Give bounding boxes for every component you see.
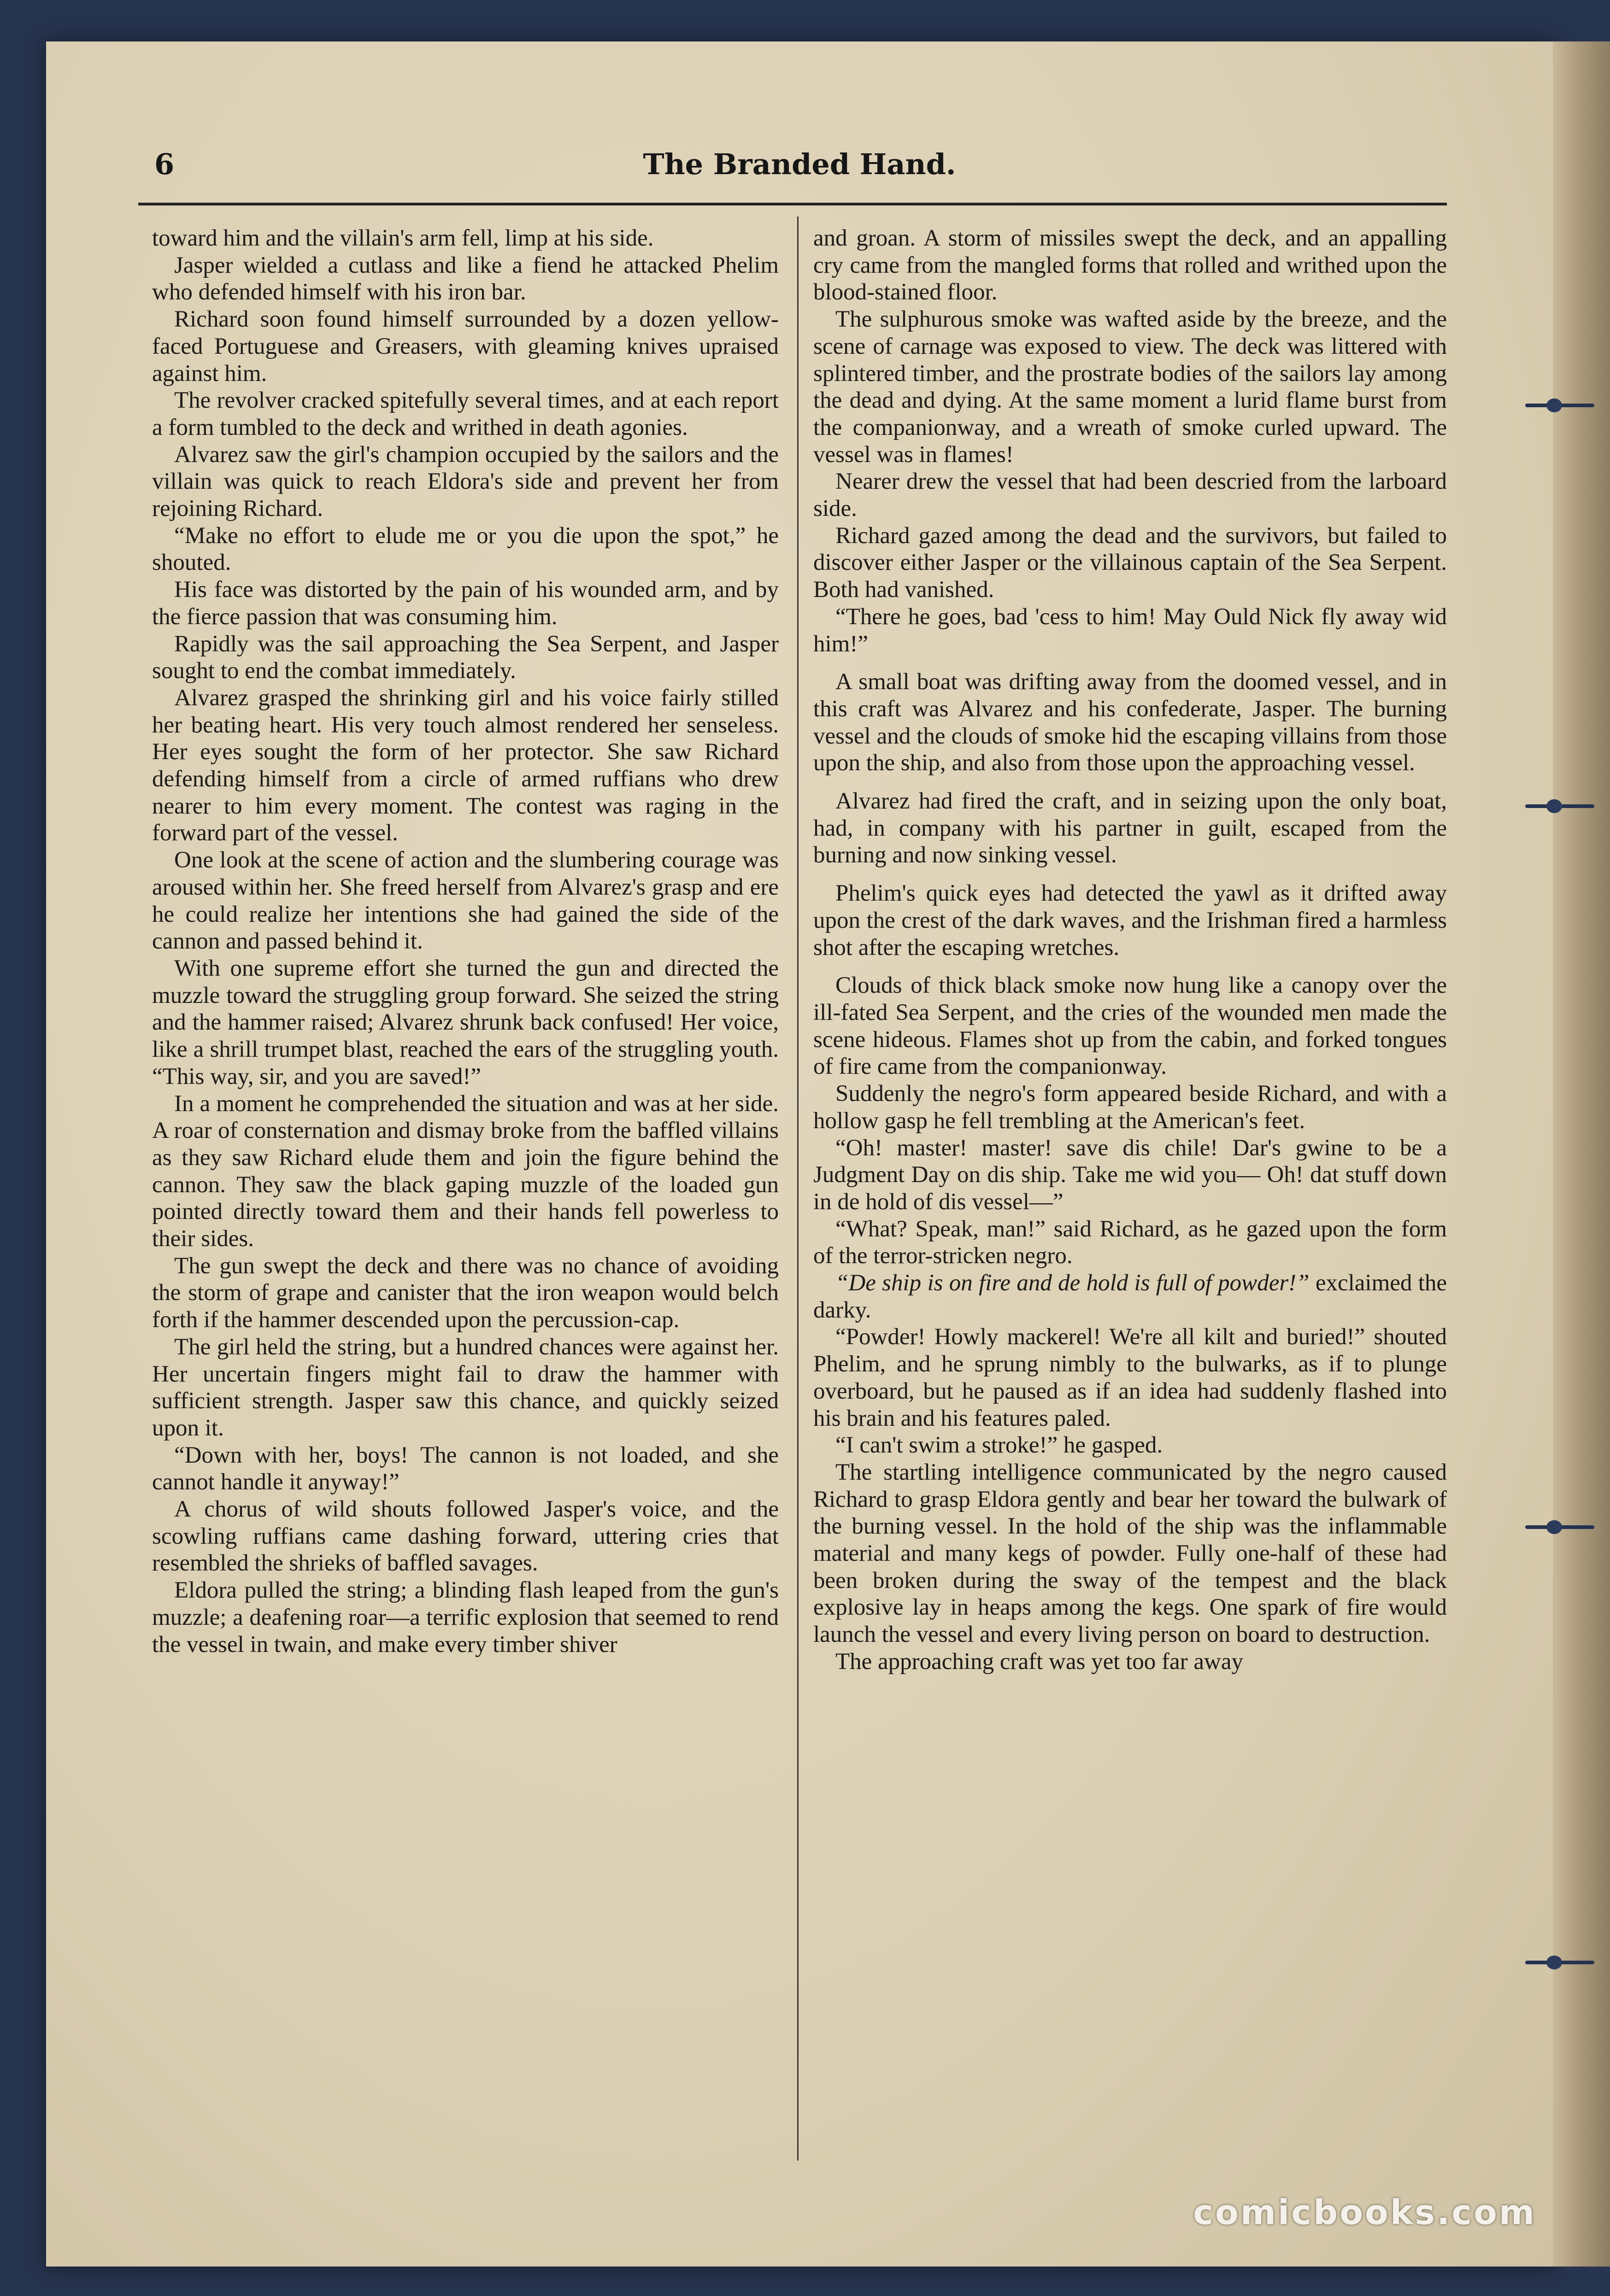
header-rule bbox=[138, 203, 1447, 205]
binding-stitch bbox=[1525, 1520, 1594, 1534]
paragraph: Phelim's quick eyes had detected the yawl as it drifted away upon the crest of the dark waves, and the Irishman fired a harmless shot after the escaping wretches. bbox=[813, 880, 1447, 961]
paragraph: “Powder! Howly mackerel! We're all kilt and buried!” shouted Phelim, and he sprung nimbly to the bulwarks, as if to plunge overboard, but he paused as if an idea had suddenly flashed into his brain and his features paled. bbox=[813, 1324, 1447, 1431]
binding-stitch bbox=[1525, 398, 1594, 412]
paragraph: Richard gazed among the dead and the survivors, but failed to discover either Jasper or the villainous captain of the Sea Serpent. Both had vanished. bbox=[813, 522, 1447, 603]
paragraph: In a moment he comprehended the situation and was at her side. A roar of consternation and dismay broke from the baffled villains as they saw Richard elude them and join the figure behind the cannon. They saw the black gaping muzzle of the loaded gun pointed directly toward them and their hands fell powerless to their sides. bbox=[152, 1090, 779, 1252]
running-title: The Branded Hand. bbox=[643, 147, 956, 181]
page-number: 6 bbox=[154, 147, 175, 181]
paragraph: “Oh! master! master! save dis chile! Dar's gwine to be a Judgment Day on dis ship. Take me wid you— Oh! dat stuff down in de hold of dis vessel—” bbox=[813, 1135, 1447, 1215]
paragraph: Suddenly the negro's form appeared beside Richard, and with a hollow gasp he fell trembling at the American's feet. bbox=[813, 1081, 1447, 1134]
watermark-text: comicbooks.com bbox=[1193, 2193, 1536, 2232]
binding-stitch bbox=[1525, 799, 1594, 813]
paragraph: and groan. A storm of missiles swept the deck, and an appalling cry came from the mangled forms that rolled and writhed upon the blood-stained floor. bbox=[813, 225, 1447, 305]
paragraph: With one supreme effort she turned the gun and directed the muzzle toward the struggling group forward. She seized the string and the hammer raised; Alvarez shrunk back confused! Her voice, like a shrill trumpet blast, reached the ears of the struggling youth. “This way, sir, and you are saved!” bbox=[152, 955, 779, 1089]
paragraph: Clouds of thick black smoke now hung like a canopy over the ill-fated Sea Serpent, and the cries of the wounded men made the scene hideous. Flames shot up from the cabin, and forked tongues of fire came from the companionway. bbox=[813, 972, 1447, 1080]
column-divider bbox=[797, 217, 799, 2161]
paragraph: “I can't swim a stroke!” he gasped. bbox=[835, 1432, 1163, 1458]
paragraph: Alvarez grasped the shrinking girl and his voice fairly stilled her beating heart. His very touch almost rendered her senseless. Her eyes sought the form of her protector. She saw Richard defending himself from a circle of armed ruffians who drew nearer to him every moment. The contest was raging in the forward part of the vessel. bbox=[152, 685, 779, 846]
paragraph: Richard soon found himself surrounded by a dozen yellow-faced Portuguese and Greasers, with gleaming knives upraised against him. bbox=[152, 306, 779, 387]
left-column bbox=[152, 225, 779, 1658]
paragraph: The sulphurous smoke was wafted aside by the breeze, and the scene of carnage was exposed to view. The deck was littered with splintered timber, and the prostrate bodies of the sailors lay among the dead and dying. At the same moment a lurid flame burst from the companionway, and a wreath of smoke curled upward. The vessel was in flames! bbox=[813, 306, 1447, 468]
paragraph: One look at the scene of action and the slumbering courage was aroused within her. She freed herself from Alvarez's grasp and ere he could realize her intentions she had gained the side of the cannon and passed behind it. bbox=[152, 847, 779, 955]
paragraph: The girl held the string, but a hundred chances were against her. Her uncertain fingers might fail to draw the hammer with sufficient strength. Jasper saw this chance, and quickly seized upon it. bbox=[152, 1334, 779, 1441]
paragraph: Rapidly was the sail approaching the Sea Serpent, and Jasper sought to end the combat immediately. bbox=[152, 631, 779, 684]
paragraph: A chorus of wild shouts followed Jasper's voice, and the scowling ruffians came dashing forward, uttering cries that resembled the shrieks of baffled savages. bbox=[152, 1496, 779, 1576]
paragraph: The startling intelligence communicated by the negro caused Richard to grasp Eldora gently and bear her toward the bulwark of the burning vessel. In the hold of the ship was the inflammable material and many kegs of powder. Fully one-half of these had been broken during the sway of the tempest and the black explosive lay in heaps among the kegs. One spark of fire would launch the vessel and every living person on board to destruction. bbox=[813, 1459, 1447, 1648]
paragraph: “Make no effort to elude me or you die upon the spot,” he shouted. bbox=[152, 522, 779, 576]
paragraph: Eldora pulled the string; a blinding flash leaped from the gun's muzzle; a deafening roar—a terrific explosion that seemed to rend the vessel in twain, and make every timber shiver bbox=[152, 1577, 779, 1658]
paragraph: Jasper wielded a cutlass and like a fiend he attacked Phelim who defended himself with his iron bar. bbox=[152, 252, 779, 305]
paragraph: The gun swept the deck and there was no chance of avoiding the storm of grape and canister that the iron weapon would belch forth if the hammer descended upon the percussion-cap. bbox=[152, 1253, 779, 1333]
paragraph: “Down with her, boys! The cannon is not loaded, and she cannot handle it anyway!” bbox=[152, 1442, 779, 1495]
paragraph: Alvarez saw the girl's champion occupied by the sailors and the villain was quick to reach Eldora's side and prevent her from rejoining Richard. bbox=[152, 441, 779, 522]
right-column bbox=[813, 225, 1447, 1675]
binding-stitch bbox=[1525, 1956, 1594, 1969]
paragraph: Nearer drew the vessel that had been descried from the larboard side. bbox=[813, 469, 1447, 522]
paragraph: “What? Speak, man!” said Richard, as he gazed upon the form of the terror-stricken negro. bbox=[813, 1216, 1447, 1269]
paragraph-italic: “De ship is on fire and de hold is full of powder!” exclaimed the darky. bbox=[813, 1270, 1447, 1323]
paragraph: The approaching craft was yet too far away bbox=[835, 1648, 1244, 1675]
paragraph: Alvarez had fired the craft, and in seizing upon the only boat, had, in company with his partner in guilt, escaped from the burning and now sinking vessel. bbox=[813, 788, 1447, 868]
paragraph: A small boat was drifting away from the doomed vessel, and in this craft was Alvarez and his confederate, Jasper. The burning vessel and the clouds of smoke hid the escaping villains from those upon the ship, and also from those upon the approaching vessel. bbox=[813, 669, 1447, 776]
page-binding bbox=[1553, 41, 1610, 2267]
paragraph: “There he goes, bad 'cess to him! May Ould Nick fly away wid him!” bbox=[813, 603, 1447, 657]
paragraph: The revolver cracked spitefully several times, and at each report a form tumbled to the deck and writhed in death agonies. bbox=[152, 387, 779, 440]
paragraph: His face was distorted by the pain of his wounded arm, and by the fierce passion that was consuming him. bbox=[152, 577, 779, 630]
italic-speech: “De ship is on fire and de hold is full of powder!” bbox=[835, 1270, 1310, 1296]
paragraph: toward him and the villain's arm fell, limp at his side. bbox=[152, 225, 654, 251]
page-header bbox=[154, 147, 1445, 198]
